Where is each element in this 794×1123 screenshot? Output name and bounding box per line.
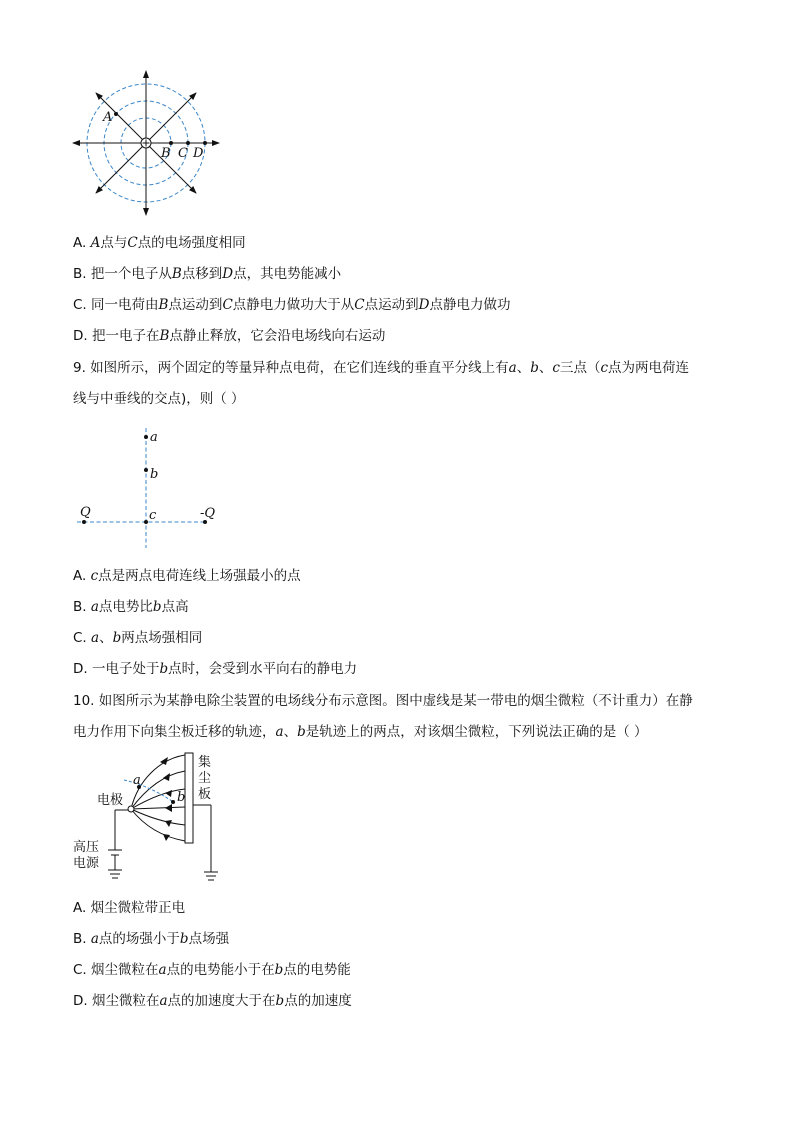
collector-plate: [185, 753, 193, 843]
option-var: a: [158, 962, 167, 978]
label-c: C: [178, 146, 188, 161]
figure-precipitator: [0, 745, 794, 895]
option-var: D: [418, 297, 430, 313]
figure-radial-field: [0, 0, 794, 230]
option-var: c: [90, 568, 99, 584]
electrode: [128, 806, 134, 812]
point-b-dot: [169, 141, 173, 145]
option-text: 、: [99, 630, 113, 646]
option-text: B.: [73, 931, 91, 947]
stem-var: b: [530, 360, 539, 376]
stem-text: 、: [283, 724, 298, 740]
option-text: 点电势比: [98, 599, 153, 615]
option-var: D: [222, 266, 234, 282]
point-d-dot: [203, 141, 207, 145]
label-hv-line1: 高压: [73, 840, 100, 855]
option-text: 点的加速度大于在: [167, 993, 276, 1009]
label-a: A: [103, 110, 113, 125]
stem-text: 9. 如图所示，两个固定的等量异种点电荷，在它们连线的垂直平分线上有: [73, 360, 509, 376]
label-electrode: 电极: [97, 793, 124, 808]
option-text: 点的场强小于: [98, 931, 180, 947]
option-text: 点的电场强度相同: [137, 235, 246, 251]
option-text: C.: [73, 630, 92, 646]
option-text: B. 把一个电子从: [73, 266, 172, 282]
option-text: C. 烟尘微粒在: [73, 962, 159, 978]
option-text: 点场强: [188, 931, 230, 947]
q9-option-d: [73, 659, 357, 679]
circuit-wiring: [108, 805, 218, 880]
stem-var: c: [600, 360, 609, 376]
option-text: 点移到: [181, 266, 223, 282]
option-var: B: [171, 266, 182, 282]
option-var: a: [91, 630, 100, 646]
q8-option-c: [73, 295, 510, 315]
option-text: 两点场强相同: [121, 630, 203, 646]
q9-option-a: [73, 566, 301, 586]
stem-text: 10. 如图所示为某静电除尘装置的电场线分布示意图。图中虚线是某一带电的烟尘微粒（不计重力）在静: [73, 693, 693, 709]
label-hv-line2: 电源: [73, 856, 100, 871]
stem-text: 、: [516, 360, 531, 376]
option-var: b: [275, 993, 285, 1009]
label-neg-q: -Q: [200, 506, 216, 521]
label-a: a: [133, 773, 141, 788]
stem-var: a: [275, 724, 284, 740]
q10-option-d: [73, 991, 352, 1011]
label-b: b: [150, 467, 159, 482]
stem-var: b: [297, 724, 306, 740]
option-var: a: [90, 599, 99, 615]
point-a-dot: [114, 112, 118, 116]
option-text: 点静止释放，它会沿电场线向右运动: [169, 328, 386, 344]
option-text: A.: [73, 235, 91, 251]
stem-text: 线与中垂线的交点)，则（ ）: [73, 391, 245, 407]
q10-stem-line2: [73, 722, 648, 742]
point-c-dot: [186, 141, 190, 145]
option-text: 点运动到: [168, 297, 223, 313]
q9-stem-line1: [73, 358, 689, 378]
label-b: b: [177, 790, 186, 805]
label-plate-1: 集: [198, 755, 212, 770]
label-plate-3: 板: [198, 787, 212, 802]
q9-stem-line2: [73, 389, 245, 409]
q9-option-b: [73, 597, 189, 617]
option-var: C: [222, 297, 233, 313]
q10-option-b: [73, 929, 229, 949]
option-var: b: [159, 661, 169, 677]
stem-text: 是轨迹上的两点，对该烟尘微粒，下列说法正确的是（ ）: [305, 724, 648, 740]
option-text: 点，其电势能减小: [233, 266, 342, 282]
stem-text: 、: [538, 360, 553, 376]
label-a: a: [150, 430, 158, 445]
option-var: A: [90, 235, 101, 251]
option-var: C: [127, 235, 138, 251]
option-text: 点的电势能小于在: [166, 962, 275, 978]
option-text: C. 同一电荷由: [73, 297, 159, 313]
option-var: b: [152, 599, 162, 615]
option-var: B: [158, 297, 169, 313]
option-var: a: [159, 993, 168, 1009]
point-b-dot: [144, 468, 148, 472]
q8-option-d: [73, 326, 385, 346]
option-var: b: [112, 630, 122, 646]
option-text: 点静电力做功: [429, 297, 511, 313]
stem-text: 电力作用下向集尘板迁移的轨迹，: [73, 724, 276, 740]
field-line-arrows: [160, 757, 172, 841]
option-text: D. 把一电子在: [73, 328, 160, 344]
point-c-dot: [144, 520, 148, 524]
option-var: b: [179, 931, 189, 947]
option-text: B.: [73, 599, 91, 615]
q8-option-b: [73, 264, 341, 284]
label-b: B: [161, 146, 171, 161]
option-text: D. 烟尘微粒在: [73, 993, 160, 1009]
stem-var: c: [552, 360, 560, 376]
charge-q-dot: [82, 520, 86, 524]
option-text: 点时，会受到水平向右的静电力: [168, 661, 358, 677]
option-var: B: [159, 328, 170, 344]
q10-stem-line1: [73, 691, 693, 711]
point-b-dot: [171, 800, 175, 804]
option-text: A. 烟尘微粒带正电: [73, 900, 186, 916]
option-text: 点的加速度: [284, 993, 352, 1009]
stem-text: 点为两电荷连: [608, 360, 690, 376]
stem-text: 三点（: [559, 360, 601, 376]
option-var: a: [90, 931, 99, 947]
option-text: 点是两点电荷连线上场强最小的点: [98, 568, 301, 584]
q10-option-a: [73, 898, 185, 918]
option-var: b: [274, 962, 284, 978]
option-text: D. 一电子处于: [73, 661, 160, 677]
option-text: 点的电势能: [283, 962, 351, 978]
option-text: 点高: [161, 599, 189, 615]
label-d: D: [193, 146, 204, 161]
figure-dipole: [0, 420, 794, 570]
q8-option-a: [73, 233, 246, 253]
option-text: 点与: [100, 235, 128, 251]
positive-charge-symbol: [141, 138, 151, 148]
label-plate-2: 尘: [198, 771, 212, 786]
option-var: C: [354, 297, 365, 313]
point-a-dot: [144, 435, 148, 439]
option-text: 点运动到: [364, 297, 419, 313]
label-q: Q: [80, 505, 91, 520]
stem-var: a: [508, 360, 517, 376]
label-c: c: [149, 508, 157, 523]
option-text: A.: [73, 568, 91, 584]
q10-option-c: [73, 960, 351, 980]
q9-option-c: [73, 628, 202, 648]
option-text: 点静电力做功大于从: [232, 297, 355, 313]
